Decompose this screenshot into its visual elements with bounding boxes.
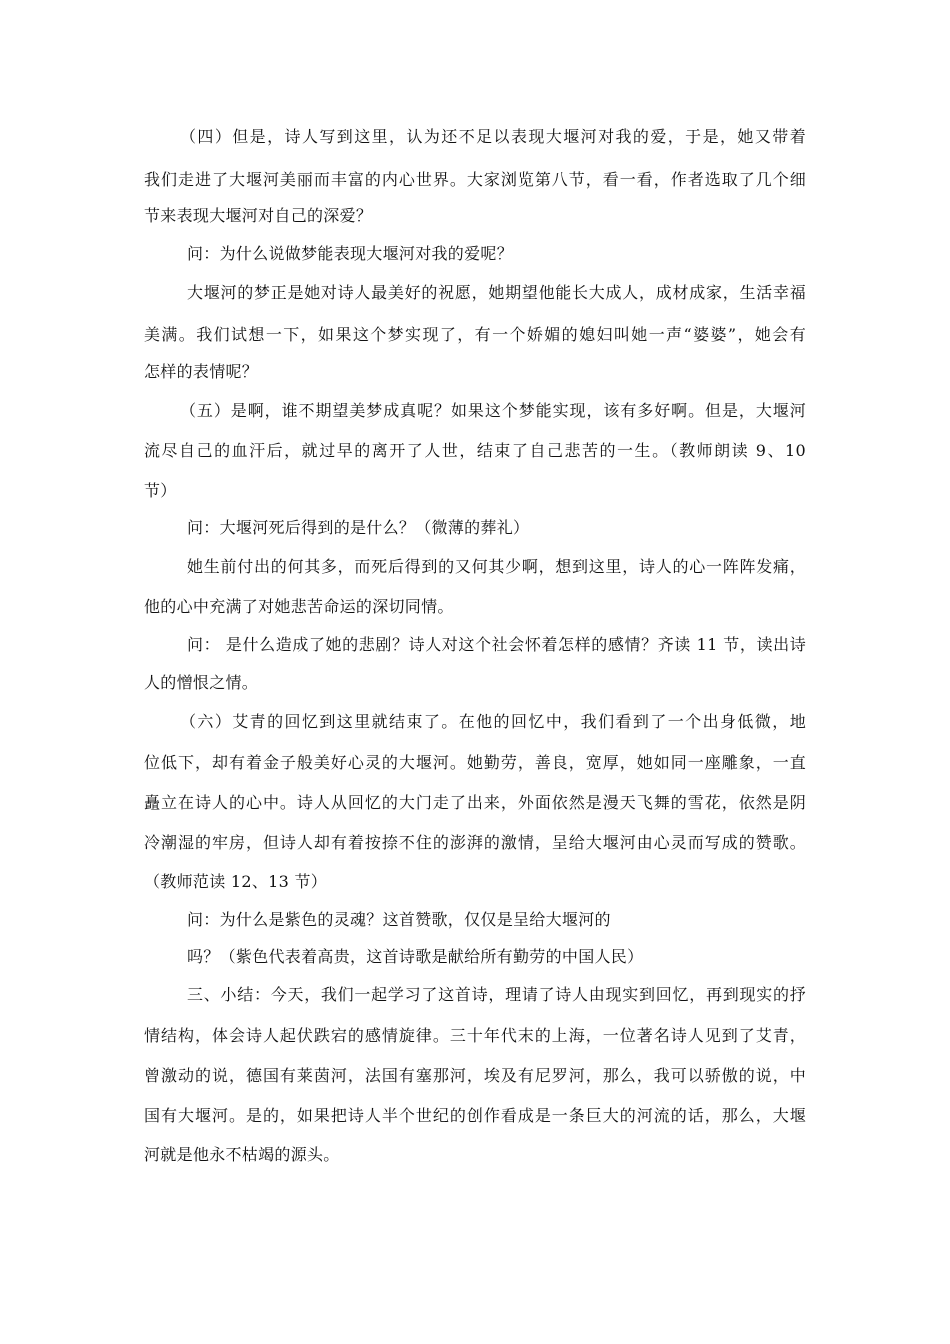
paragraph-6-line-1: （六）艾青的回忆到这里就结束了。在他的回忆中，我们看到了一个出身低微，地 [180,712,806,731]
summary-line-4: 国有大堰河。是的，如果把诗人半个世纪的创作看成是一条巨大的河流的话，那么，大堰 [144,1106,806,1125]
dream-paragraph-line-1: 大堰河的梦正是她对诗人最美好的祝愿，她期望他能长大成人，成材成家，生活幸福 [187,283,806,302]
sympathy-paragraph-line-2: 他的心中充满了对她悲苦命运的深切同情。 [144,597,454,616]
summary-line-3: 曾激动的说，德国有莱茵河，法国有塞那河，埃及有尼罗河，那么，我可以骄傲的说，中 [144,1066,806,1085]
paragraph-4-line-2: 我们走进了大堰河美丽而丰富的内心世界。大家浏览第八节，看一看，作者选取了几个细 [144,170,806,189]
question-tragedy-line-2: 人的憎恨之情。 [144,673,259,692]
question-dream-line: 问：为什么说做梦能表现大堰河对我的爱呢？ [187,244,514,263]
sympathy-paragraph-line-1: 她生前付出的何其多，而死后得到的又何其少啊，想到这里，诗人的心一阵阵发痛， [187,557,806,576]
question-purple-line-1: 问：为什么是紫色的灵魂？这首赞歌，仅仅是呈给大堰河的 [187,910,611,929]
question-purple-line-2: 吗？（紫色代表着高贵，这首诗歌是献给所有勤劳的中国人民） [187,947,644,966]
question-tragedy-line-1: 问： 是什么造成了她的悲剧？诗人对这个社会怀着怎样的感情？齐读 11 节，读出诗 [187,635,806,654]
summary-line-1: 三、小结：今天，我们一起学习了这首诗，理请了诗人由现实到回忆，再到现实的抒 [187,985,806,1004]
question-funeral-line: 问：大堰河死后得到的是什么？（微薄的葬礼） [187,518,530,537]
summary-line-5: 河就是他永不枯竭的源头。 [144,1145,340,1164]
paragraph-6-line-5: （教师范读 12、13 节） [144,872,328,891]
paragraph-6-line-4: 冷潮湿的牢房，但诗人却有着按捺不住的澎湃的激情，呈给大堰河由心灵而写成的赞歌。 [144,833,806,852]
dream-paragraph-line-3: 怎样的表情呢？ [144,362,259,381]
paragraph-6-line-2: 位低下，却有着金子般美好心灵的大堰河。她勤劳，善良，宽厚，她如同一座雕象，一直 [144,753,806,772]
paragraph-4-line-1: （四）但是，诗人写到这里，认为还不足以表现大堰河对我的爱，于是，她又带着 [180,127,806,146]
dream-paragraph-line-2: 美满。我们试想一下，如果这个梦实现了，有一个娇媚的媳妇叫她一声“婆婆”，她会有 [144,325,806,344]
paragraph-5-line-2: 流尽自己的血汗后，就过早的离开了人世，结束了自己悲苦的一生。（教师朗读 9、10 [144,441,806,460]
paragraph-4-line-3: 节来表现大堰河对自己的深爱？ [144,206,373,225]
paragraph-5-line-3: 节） [144,481,177,500]
paragraph-5-line-1: （五）是啊，谁不期望美梦成真呢？如果这个梦能实现，该有多好啊。但是，大堰河 [180,401,806,420]
paragraph-6-line-3: 矗立在诗人的心中。诗人从回忆的大门走了出来，外面依然是漫天飞舞的雪花，依然是阴 [144,793,806,812]
summary-line-2: 情结构，体会诗人起伏跌宕的感情旋律。三十年代末的上海，一位著名诗人见到了艾青， [144,1026,806,1045]
